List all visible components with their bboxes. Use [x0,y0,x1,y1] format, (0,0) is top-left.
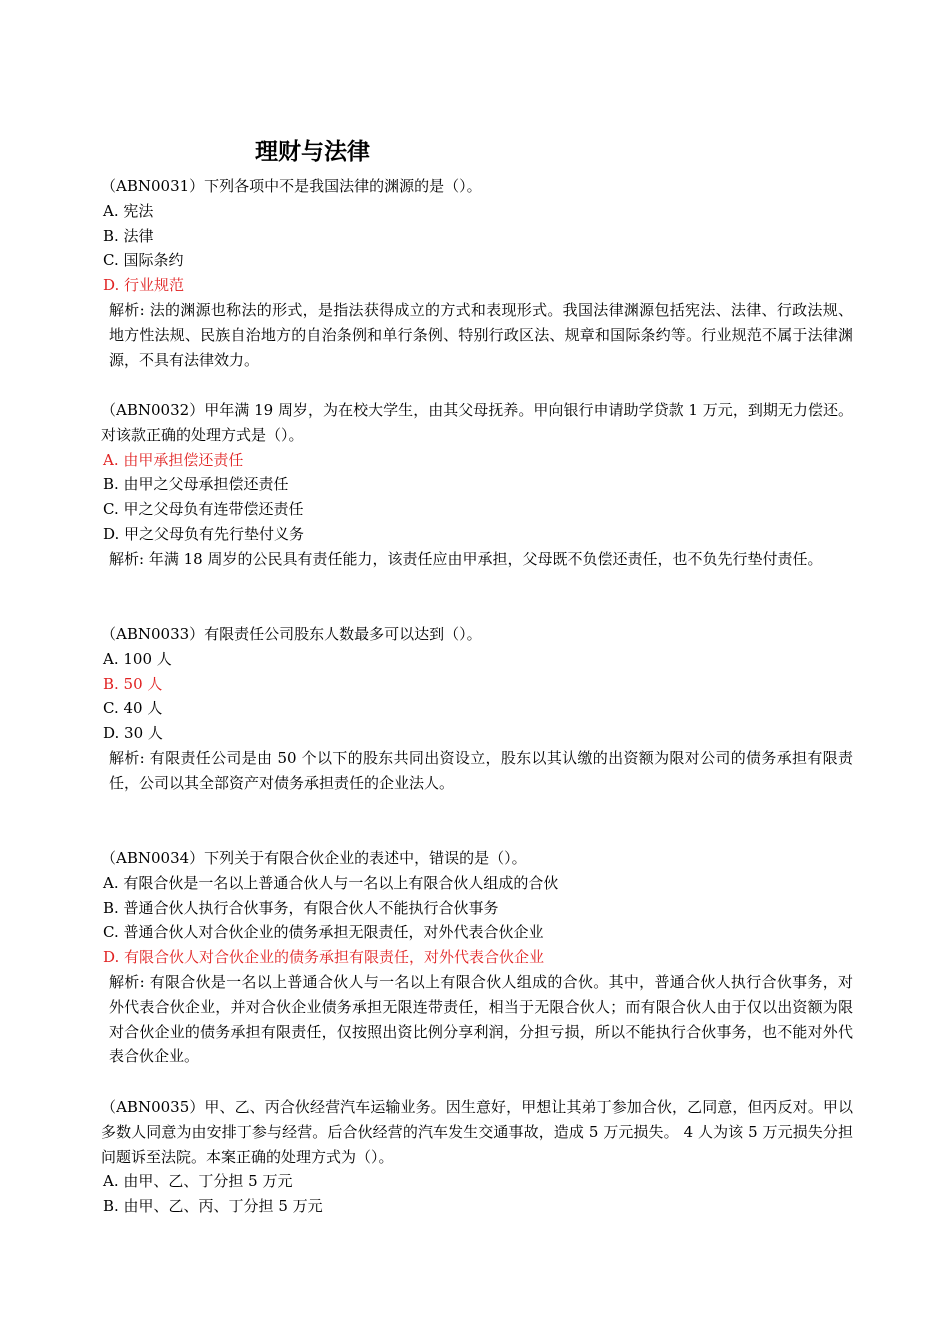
page-title: 理财与法律 [255,139,370,165]
question-stem: （ABN0033）有限责任公司股东人数最多可以达到（）。 [101,625,482,643]
question-2 [101,398,853,572]
question-5 [101,1095,853,1219]
option-d: D. 甲之父母负有先行垫付义务 [103,524,305,543]
option-a: A. 由甲、乙、丁分担 5 万元 [103,1172,293,1191]
option-b: B. 由甲之父母承担偿还责任 [103,475,289,494]
option-b: B. 由甲、乙、丙、丁分担 5 万元 [103,1197,323,1216]
option-b: B. 法律 [103,226,154,245]
option-a-correct: A. 由甲承担偿还责任 [103,450,244,469]
option-b: B. 普通合伙人执行合伙事务，有限合伙人不能执行合伙事务 [103,898,499,917]
option-d: D. 30 人 [103,724,163,743]
option-b-correct: B. 50 人 [103,674,163,693]
option-a: A. 宪法 [103,201,154,220]
question-1 [101,174,853,372]
question-stem: （ABN0035）甲、乙、丙合伙经营汽车运输业务。因生意好，甲想让其弟丁参加合伙，乙同意，但丙反对。甲以多数人同意为由安排丁参与经营。后合伙经营的汽车发生交通事故，造成 5 万元损失。 4 人为该 5 万元损失分担问题诉至法院。本案正确的处理方式为（）。 [101,1098,853,1166]
question-analysis: 解析: 年满 18 周岁的公民具有责任能力，该责任应由甲承担，父母既不负偿还责任，也不负先行垫付责任。 [109,549,823,568]
option-a: A. 有限合伙是一名以上普通合伙人与一名以上有限合伙人组成的合伙 [103,873,559,892]
question-stem: （ABN0031）下列各项中不是我国法律的渊源的是（）。 [101,177,482,195]
question-analysis: 解析: 有限合伙是一名以上普通合伙人与一名以上有限合伙人组成的合伙。其中，普通合伙人执行合伙事务，对外代表合伙企业，并对合伙企业债务承担无限连带责任，相当于无限合伙人；而有限合伙人由于仅以出资额为限对合伙企业的债务承担有限责任，仅按照出资比例分享利润，分担亏损，所以不能执行合伙事务，也不能对外代表合伙企业。 [109,972,853,1066]
question-stem: （ABN0034）下列关于有限合伙企业的表述中，错误的是（）。 [101,849,527,867]
option-c: C. 甲之父母负有连带偿还责任 [103,500,304,519]
question-analysis: 解析: 法的渊源也称法的形式，是指法获得成立的方式和表现形式。我国法律渊源包括宪法、法律、行政法规、地方性法规、民族自治地方的自治条例和单行条例、特别行政区法、规章和国际条约等。行业规范不属于法律渊源，不具有法律效力。 [109,300,853,369]
option-d-correct: D. 有限合伙人对合伙企业的债务承担有限责任，对外代表合伙企业 [103,948,545,967]
option-a: A. 100 人 [103,649,172,668]
option-c: C. 国际条约 [103,251,184,270]
question-3 [101,622,853,796]
question-stem: （ABN0032）甲年满 19 周岁，为在校大学生，由其父母抚养。甲向银行申请助学贷款 1 万元，到期无力偿还。对该款正确的处理方式是（）。 [101,401,853,444]
question-analysis: 解析: 有限责任公司是由 50 个以下的股东共同出资设立，股东以其认缴的出资额为限对公司的债务承担有限责任，公司以其全部资产对债务承担责任的企业法人。 [109,748,853,792]
option-d-correct: D. 行业规范 [103,276,185,295]
question-4 [101,846,853,1069]
option-c: C. 40 人 [103,699,163,718]
option-c: C. 普通合伙人对合伙企业的债务承担无限责任，对外代表合伙企业 [103,923,544,942]
